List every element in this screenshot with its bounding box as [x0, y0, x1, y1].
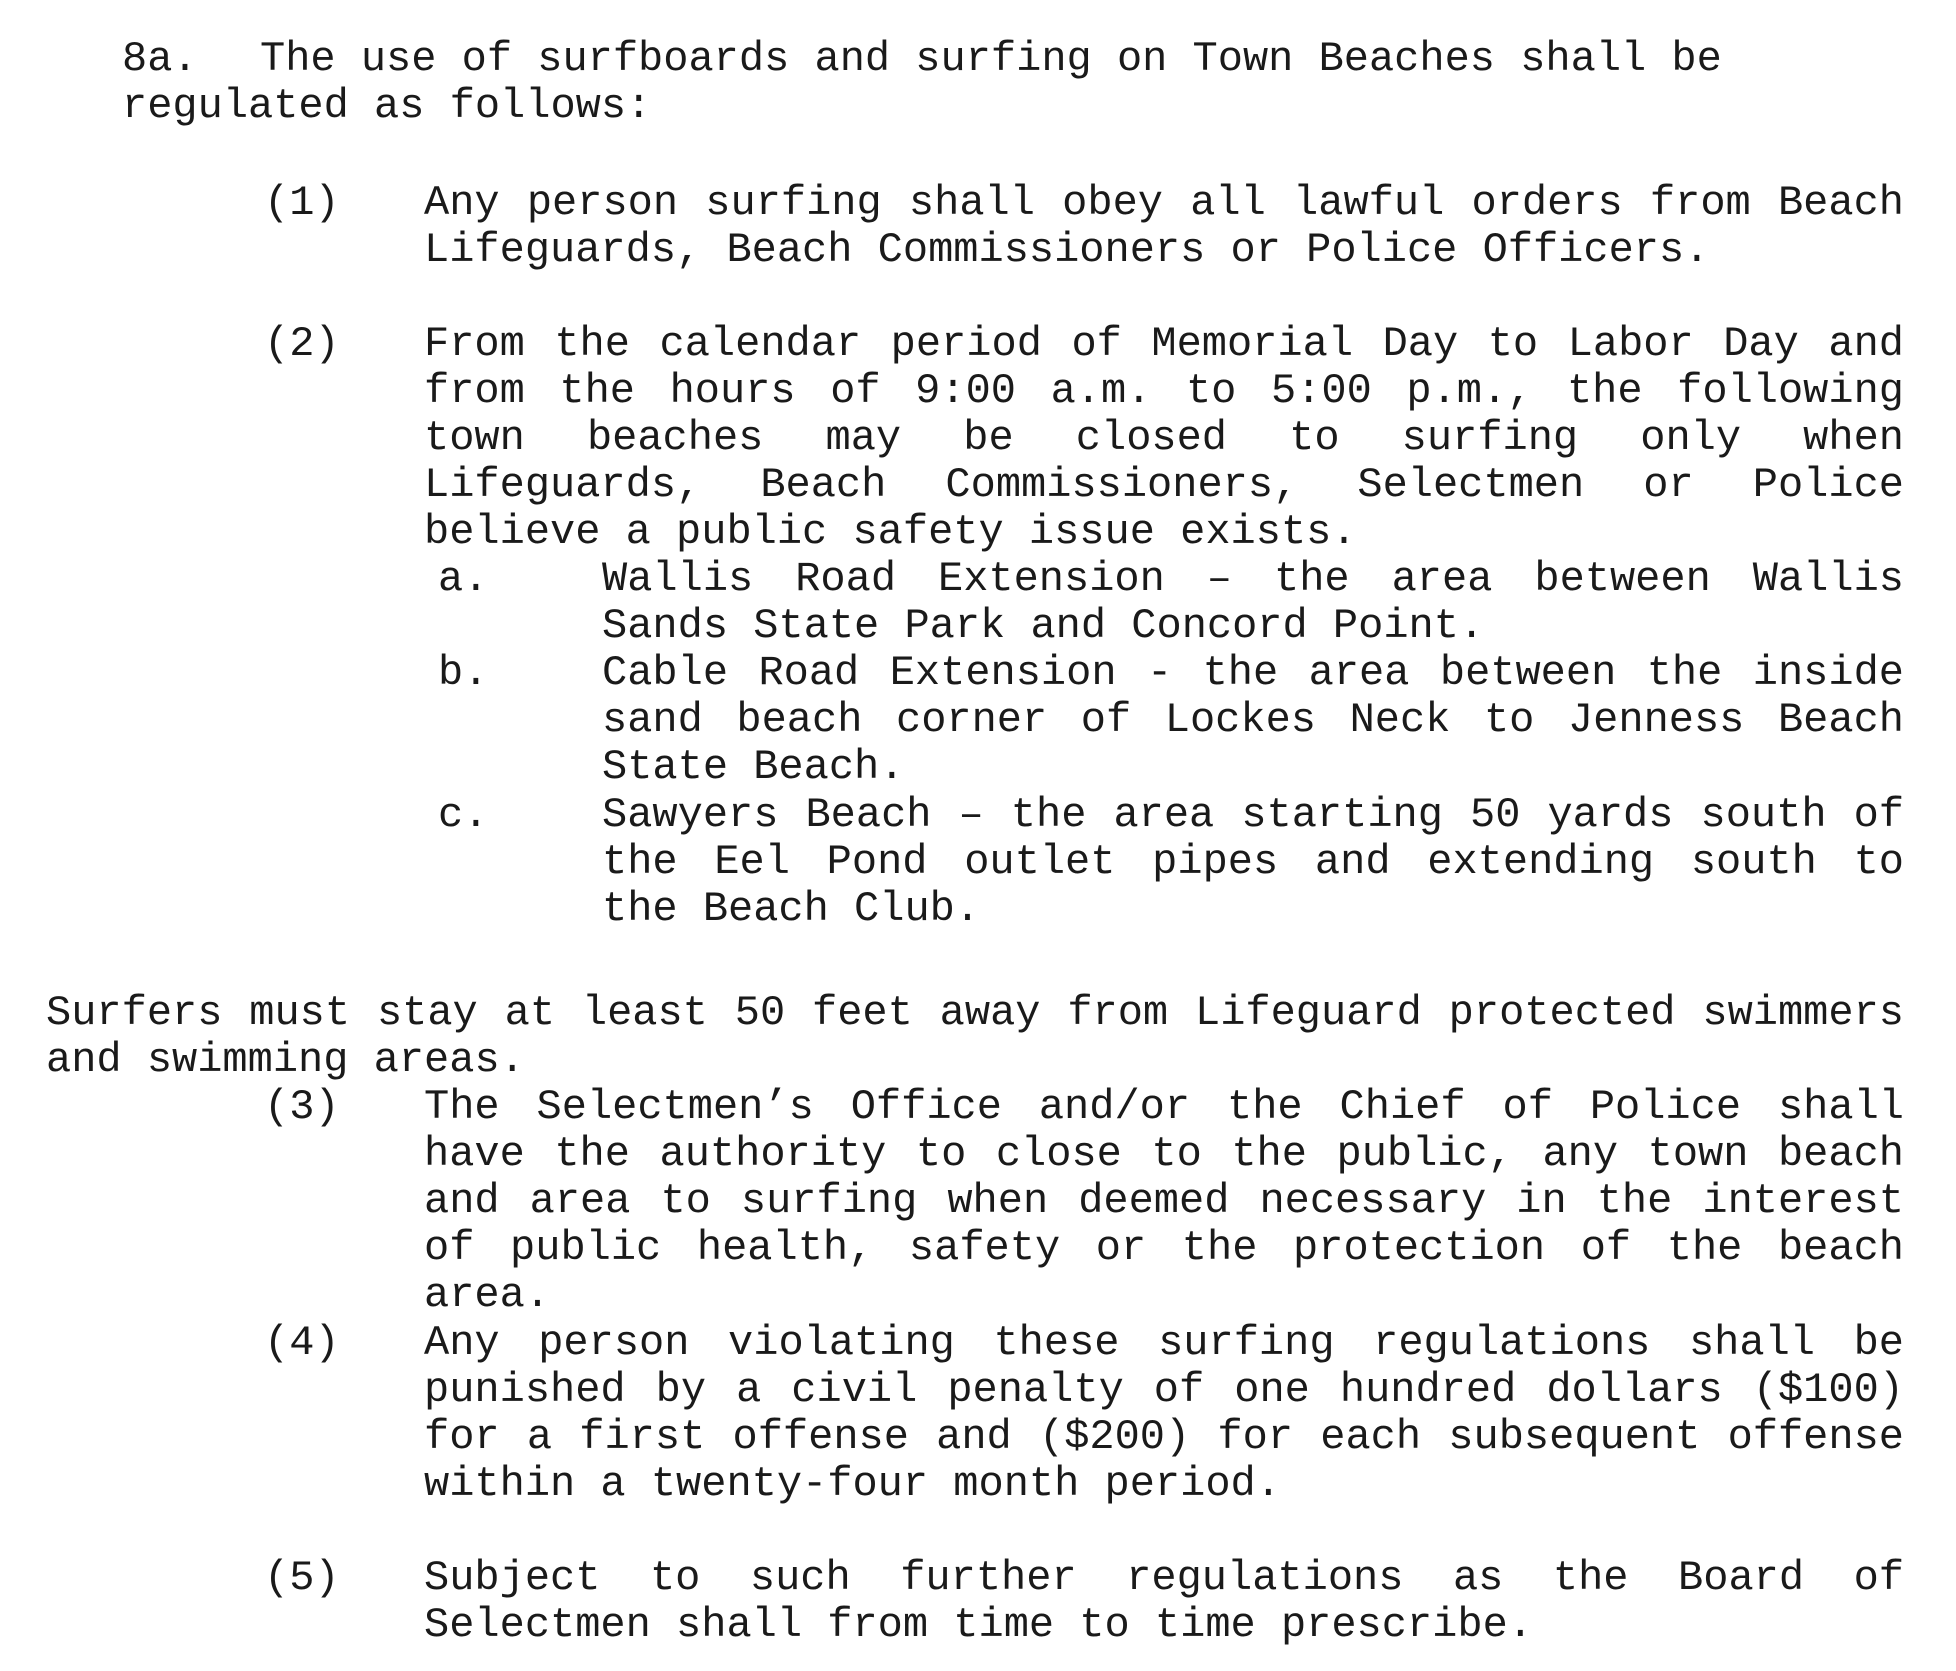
- section-heading: [122, 36, 1902, 130]
- sublist-item-c: [438, 792, 1904, 933]
- sublist-item-marker: b.: [438, 649, 489, 697]
- list-item-text: Subject to such further regulations as the Board of Selectmen shall from time to time prescribe.: [424, 1554, 1904, 1649]
- sublist-item-marker: c.: [438, 791, 489, 839]
- sublist-item-text: Sawyers Beach – the area starting 50 yards south of the Eel Pond outlet pipes and extending south to the Beach Club.: [602, 791, 1904, 933]
- sublist-item-a: [438, 556, 1904, 650]
- sublist-item-text: Cable Road Extension - the area between the inside sand beach corner of Lockes Neck to Jenness Beach State Beach.: [602, 649, 1904, 791]
- list-item-marker: (3): [264, 1083, 340, 1131]
- list-item-text: From the calendar period of Memorial Day to Labor Day and from the hours of 9:00 a.m. to 5:00 p.m., the following town beaches may be closed to surfing only when Lifeguards, Beach Commissioners, Selectmen or Police believe a public safety issue exists.: [424, 320, 1904, 556]
- surfer-distance-paragraph: Surfers must stay at least 50 feet away from Lifeguard protected swimmers and swimming areas.: [46, 989, 1904, 1084]
- section-heading-text: The use of surfboards and surfing on Town Beaches shall be regulated as follows:: [122, 35, 1722, 130]
- list-item-3: [264, 1084, 1904, 1319]
- sublist-item-text: Wallis Road Extension – the area between Wallis Sands State Park and Concord Point.: [602, 555, 1904, 650]
- list-item-1: [264, 180, 1904, 274]
- list-item-text: Any person surfing shall obey all lawful orders from Beach Lifeguards, Beach Commissioners or Police Officers.: [424, 179, 1904, 274]
- list-item-4: [264, 1320, 1904, 1508]
- list-item-marker: (2): [264, 320, 340, 368]
- list-item-marker: (4): [264, 1319, 340, 1367]
- list-item-marker: (5): [264, 1554, 340, 1602]
- section-number: 8a.: [122, 35, 198, 83]
- sublist-item-b: [438, 650, 1904, 791]
- sublist-item-marker: a.: [438, 555, 489, 603]
- list-item-5: [264, 1555, 1904, 1649]
- list-item-text: Any person violating these surfing regulations shall be punished by a civil penalty of one hundred dollars ($100) for a first offense and ($200) for each subsequent offense within a twenty-four month period.: [424, 1319, 1904, 1508]
- list-item-marker: (1): [264, 179, 340, 227]
- list-item-2: [264, 321, 1904, 556]
- list-item-text: The Selectmen’s Office and/or the Chief of Police shall have the authority to close to the public, any town beach and area to surfing when deemed necessary in the interest of public health, safety or the protection of the beach area.: [424, 1083, 1904, 1319]
